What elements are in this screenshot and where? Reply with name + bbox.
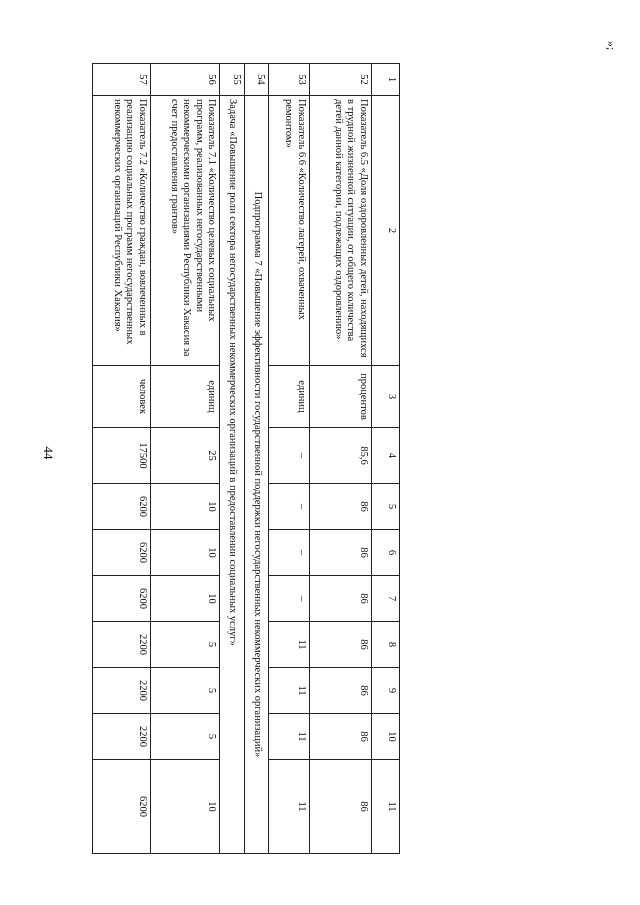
value-cell: 86 (309, 576, 372, 622)
table-row (93, 64, 151, 854)
row-number: 56 (151, 64, 220, 96)
value-cell: – (269, 576, 309, 622)
header-cell: 9 (372, 668, 400, 714)
value-cell: 86 (309, 760, 372, 854)
header-cell: 7 (372, 576, 400, 622)
row-number: 54 (244, 64, 269, 96)
row-number: 52 (309, 64, 372, 96)
unit-cell: единиц (151, 366, 220, 428)
value-cell: 11 (269, 668, 309, 714)
value-cell: 5 (151, 622, 220, 668)
value-cell: 86 (309, 714, 372, 760)
section-title: Подпрограмма 7 «Повышение эффективности государственной поддержки негосударственных некоммерческих организаций» (244, 96, 269, 854)
value-cell: 10 (151, 484, 220, 530)
indicator-name: Показатель 7.2 «Количество граждан, вовлеченных в реализацию социальных программ негосударственных некоммерческих организаций Республики Хакасия» (93, 96, 151, 366)
value-cell: 6200 (93, 530, 151, 576)
header-cell: 3 (372, 366, 400, 428)
value-cell: 86 (309, 530, 372, 576)
table-row (220, 64, 245, 854)
value-cell: 2200 (93, 668, 151, 714)
value-cell: 85,6 (309, 428, 372, 484)
indicator-name: Показатель 6.5 «Доля оздоровленных детей, находящихся в трудной жизненной ситуации, от общего количества детей данной категории, подлежащих оздоровлению» (309, 96, 372, 366)
value-cell: 10 (151, 760, 220, 854)
value-cell: 2200 (93, 622, 151, 668)
unit-cell: единиц (269, 366, 309, 428)
value-cell: 11 (269, 714, 309, 760)
value-cell: 86 (309, 622, 372, 668)
unit-cell: процентов (309, 366, 372, 428)
value-cell: 10 (151, 576, 220, 622)
closing-quote-mark: »; (604, 40, 619, 51)
value-cell: 11 (269, 760, 309, 854)
header-cell: 4 (372, 428, 400, 484)
page-number: 44 (41, 446, 56, 460)
header-cell: 11 (372, 760, 400, 854)
unit-cell: человек (93, 366, 151, 428)
table-row (269, 64, 309, 854)
header-cell: 8 (372, 622, 400, 668)
value-cell: – (269, 484, 309, 530)
header-cell: 6 (372, 530, 400, 576)
value-cell: 25 (151, 428, 220, 484)
table-row (244, 64, 269, 854)
value-cell: 5 (151, 668, 220, 714)
table-row (151, 64, 220, 854)
value-cell: 6200 (93, 576, 151, 622)
table-row (309, 64, 372, 854)
value-cell: 86 (309, 484, 372, 530)
value-cell: 17500 (93, 428, 151, 484)
value-cell: – (269, 428, 309, 484)
rotated-table-container (92, 63, 400, 853)
value-cell: 10 (151, 530, 220, 576)
indicators-table (92, 63, 400, 854)
row-number: 53 (269, 64, 309, 96)
header-cell: 5 (372, 484, 400, 530)
indicator-name: Показатель 7.1 «Количество целевых социальных программ, реализованных негосударственными некоммерческими организациями Республики Хакасия за счет предоставления грантов» (151, 96, 220, 366)
header-cell: 10 (372, 714, 400, 760)
indicator-name: Показатель 6.6 «Количество лагерей, охваченных ремонтом» (269, 96, 309, 366)
row-number: 55 (220, 64, 245, 96)
row-number: 57 (93, 64, 151, 96)
header-cell: 2 (372, 96, 400, 366)
value-cell: 11 (269, 622, 309, 668)
value-cell: 6200 (93, 760, 151, 854)
value-cell: 6200 (93, 484, 151, 530)
value-cell: 2200 (93, 714, 151, 760)
table-body (93, 64, 400, 854)
value-cell: – (269, 530, 309, 576)
value-cell: 5 (151, 714, 220, 760)
value-cell: 86 (309, 668, 372, 714)
header-cell: 1 (372, 64, 400, 96)
header-row (372, 64, 400, 854)
section-title: Задача «Повышение роли сектора негосударственных некоммерческих организаций в предоставлении социальных услуг» (220, 96, 245, 854)
